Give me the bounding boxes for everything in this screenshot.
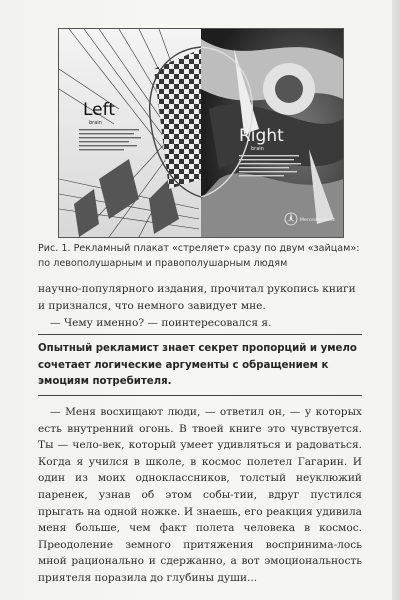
page-edge: [392, 0, 400, 600]
right-subtitle: brain: [251, 146, 264, 152]
paragraph-1: научно-популярного издания, прочитал рукопись книги и признался, что немного завидует мне.: [38, 283, 356, 312]
logo-text: Mercedes-Benz: [300, 218, 335, 223]
callout-box: Опытный рекламист знает секрет пропорций и умело сочетает логические аргументы с обращением к эмоциям потребителя.: [38, 343, 357, 387]
left-title: Left: [83, 100, 115, 120]
left-subtitle: brain: [89, 120, 102, 126]
callout-top-rule: [38, 334, 362, 335]
figure-caption: Рис. 1. Рекламный плакат «стреляет» сразу по двум «зайцам»: по левополушарным и правополушарным людям: [38, 243, 360, 269]
paragraph-3: — Меня восхищают люди, — ответил он, — у которых есть внутренний огонь. В твоей книге это чувствуется. Ты — чело-век, который умеет удивляться и радоваться. Когда я учился в школе, в космос полетел Гагарин. И один из моих одноклассников, толстый неуклюжий паренек, узнав об этом собы-тии, вдруг пустился прыгать на одной ножке. И знаешь, его реакция удивила меня больше, чем факт полета человека в космос. Преодоление земного притяжения воспринима-лось мной рационально и сдержанно, а вот эмоциональность приятеля поразила до глубины души...: [38, 406, 362, 584]
right-title: Right: [239, 126, 284, 146]
paragraph-2: — Чему именно? — поинтересовался я.: [50, 317, 272, 329]
callout-bottom-rule: [38, 395, 362, 396]
poster-illustration: [59, 29, 343, 237]
figure-advertising-poster: [58, 28, 344, 238]
